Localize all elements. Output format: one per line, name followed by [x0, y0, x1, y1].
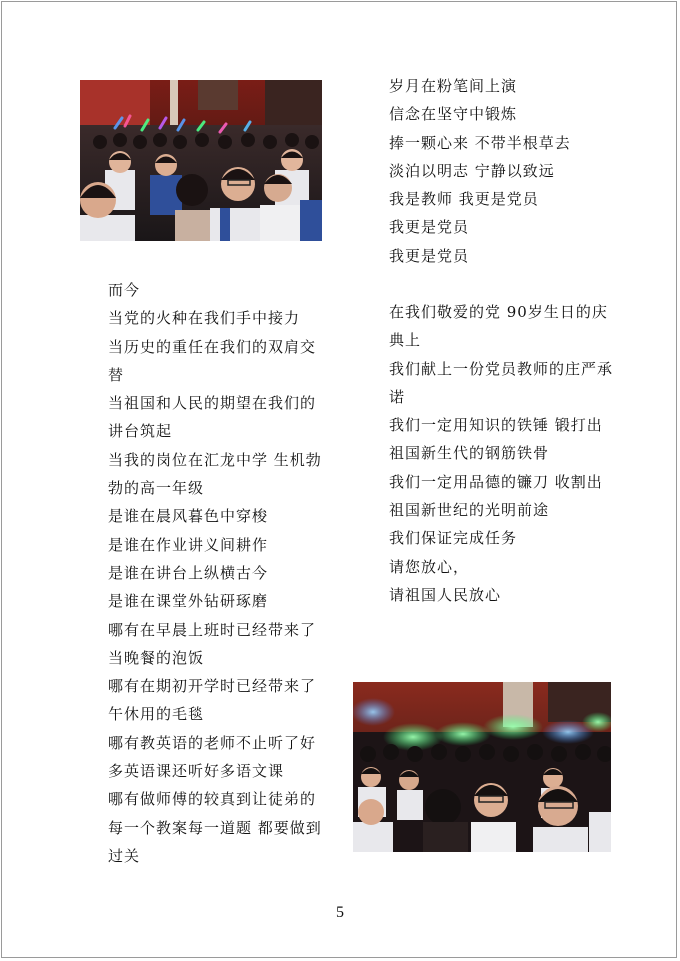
poem-line: 当祖国和人民的期望在我们的 [108, 394, 317, 413]
poem-line: 我们一定用品德的镰刀 收割出 [389, 472, 603, 491]
poem-line: 我们献上一份党员教师的庄严承 [389, 359, 614, 378]
poem-line: 哪有在期初开学时已经带来了 [108, 677, 317, 696]
poem-line: 请祖国人民放心 [389, 585, 502, 604]
audience-photo-bottom [353, 682, 611, 852]
poem-line: 多英语课还听好多语文课 [108, 762, 285, 781]
poem-line: 淡泊以明志 宁静以致远 [389, 161, 555, 180]
poem-line: 捧一颗心来 不带半根草去 [389, 133, 571, 152]
poem-line: 我们保证完成任务 [389, 529, 518, 548]
poem-line: 当党的火种在我们手中接力 [108, 309, 301, 328]
poem-line: 讲台筑起 [108, 422, 173, 441]
poem-line: 我更是党员 [389, 246, 470, 265]
poem-line: 祖国新生代的钢筋铁骨 [389, 444, 550, 463]
poem-line: 是谁在作业讲义间耕作 [108, 535, 269, 554]
poem-line: 是谁在课堂外钻研琢磨 [108, 592, 269, 611]
poem-line: 我们一定用知识的铁锤 锻打出 [389, 416, 603, 435]
poem-line: 典上 [389, 331, 422, 350]
poem-line: 替 [108, 365, 125, 384]
poem-line: 午休用的毛毯 [108, 705, 205, 724]
poem-line: 是谁在晨风暮色中穿梭 [108, 507, 269, 526]
poem-left-column [108, 276, 334, 870]
poem-line: 信念在坚守中锻炼 [389, 105, 518, 124]
poem-line: 我是教师 我更是党员 [389, 190, 539, 209]
poem-right-top-stanza [389, 72, 629, 270]
poem-line: 勃的高一年级 [108, 479, 205, 498]
poem-line: 哪有教英语的老师不止听了好 [108, 733, 317, 752]
page-number: 5 [336, 904, 344, 921]
poem-line: 哪有在早晨上班时已经带来了 [108, 620, 317, 639]
poem-line: 过关 [108, 846, 141, 865]
poem-line: 请您放心， [389, 557, 470, 576]
poem-line: 哪有做师傅的较真到让徒弟的 [108, 790, 317, 809]
poem-line: 祖国新世纪的光明前途 [389, 501, 550, 520]
poem-line: 当历史的重任在我们的双肩交 [108, 337, 317, 356]
poem-line: 在我们敬爱的党 90岁生日的庆 [389, 303, 608, 321]
poem-line: 当晚餐的泡饭 [108, 648, 205, 667]
poem-line: 每一个教案每一道题 都要做到 [108, 818, 322, 837]
poem-line: 诺 [389, 387, 406, 406]
poem-line: 我更是党员 [389, 218, 470, 237]
poem-line: 是谁在讲台上纵横古今 [108, 563, 269, 582]
poem-right-mid-stanza [389, 298, 629, 609]
poem-line: 而今 [108, 281, 141, 299]
audience-photo-top [80, 80, 322, 241]
poem-line: 当我的岗位在汇龙中学 生机勃 [108, 450, 322, 469]
poem-line: 岁月在粉笔间上演 [389, 77, 518, 95]
